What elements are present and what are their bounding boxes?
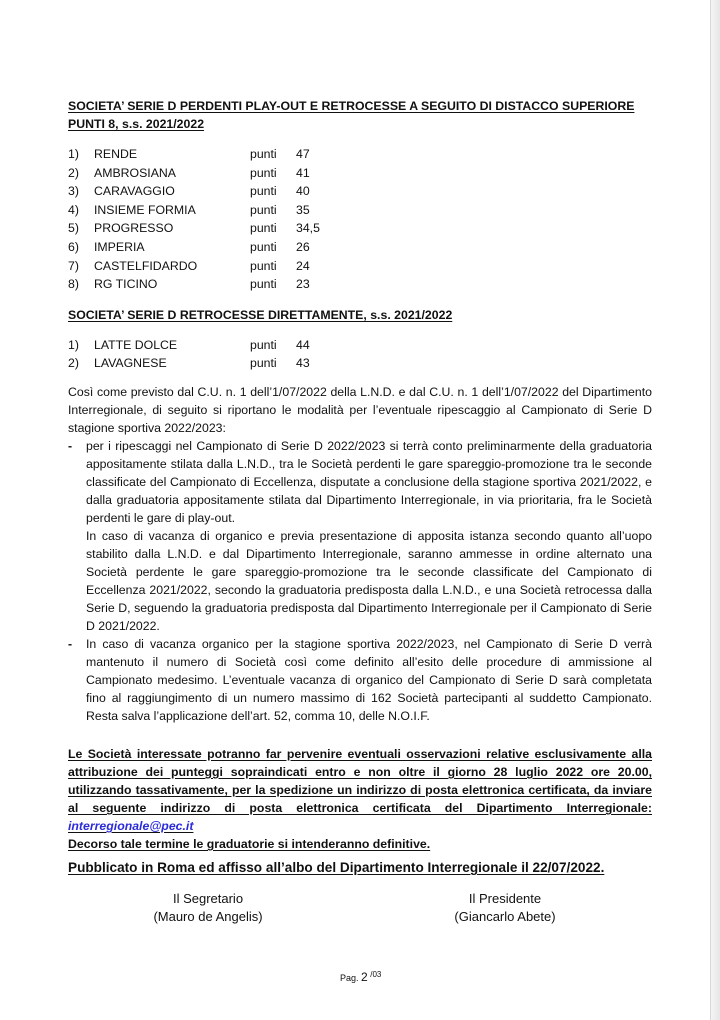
list-item: 5) PROGRESSO punti 34,5	[68, 221, 320, 236]
president-role: Il Presidente	[468, 891, 542, 906]
section2-list	[68, 336, 652, 373]
section2-title: SOCIETA’ SERIE D RETROCESSE DIRETTAMENTE, s.s. 2021/2022	[68, 307, 453, 322]
list-item: 1) LATTE DOLCE punti 44	[68, 337, 310, 352]
page-current: 2	[361, 970, 368, 984]
list-item: 7) CASTELFIDARDO punti 24	[68, 258, 310, 273]
page-prefix: Pag.	[340, 973, 359, 983]
document-page	[68, 97, 652, 853]
list-item: 8) RG TICINO punti 23	[68, 277, 310, 292]
notice-closing: Decorso tale termine le graduatorie si intenderanno definitive.	[68, 836, 431, 851]
bullet-mark: -	[68, 636, 73, 651]
signature-secretary	[148, 890, 268, 926]
pec-email-link[interactable]: interregionale@pec.it	[68, 818, 194, 833]
list-item: 6) IMPERIA punti 26	[68, 239, 310, 254]
bullet-item	[68, 437, 652, 635]
list-item: 2) AMBROSIANA punti 41	[68, 165, 310, 180]
notice-text: Le Società interessate potranno far pervenire eventuali osservazioni relative esclusivamente alla attribuzione dei punteggi sopraindicati entro e non oltre il giorno 28 luglio 2022 ore 20.00, utilizzando tassativamente, per la spedizione un indirizzo di posta elettronica certificata, da inviare al seguente indirizzo di posta elettronica certificata del Dipartimento Interregionale:	[68, 746, 652, 815]
bullet-item	[68, 635, 652, 725]
page-total: /03	[370, 970, 382, 979]
intro-paragraph: Così come previsto dal C.U. n. 1 dell’1/07/2022 della L.N.D. e dal C.U. n. 1 dell’1/07/2022 del Dipartimento Interregionale, di seguito si riportano le modalità per l’eventuale ripescaggio al Campionato di Serie D stagione sportiva 2022/2023:	[68, 384, 652, 435]
notice-paragraph	[68, 745, 652, 853]
page-number	[340, 970, 381, 984]
list-item: 1) RENDE punti 47	[68, 147, 310, 161]
secretary-role: Il Segretario	[172, 891, 244, 906]
list-item: 4) INSIEME FORMIA punti 35	[68, 202, 310, 217]
list-item: 3) CARAVAGGIO punti 40	[68, 184, 310, 199]
section1-list	[68, 145, 652, 294]
page-edge	[711, 0, 720, 1020]
publication-note: Pubblicato in Roma ed affisso all’albo del Dipartimento Interregionale il 22/07/2022.	[68, 860, 605, 875]
section1-title: SOCIETA’ SERIE D PERDENTI PLAY-OUT E RETROCESSE A SEGUITO DI DISTACCO SUPERIORE PUNTI 8, s.s. 2021/2022	[68, 99, 635, 131]
bullet1-text: per i ripescaggi nel Campionato di Serie D 2022/2023 si terrà conto preliminarmente della graduatoria appositamente stilata dalla L.N.D., tra le Società perdenti le gare spareggio-promozione tra le seconde classificate del Campionato di Eccellenza, disputate a conclusione della stagione sportiva 2021/2022, e dalla graduatoria appositamente stilata dal Dipartimento Interregionale, in via prioritaria, fra le Società perdenti le gare di play-out.	[86, 438, 652, 525]
secretary-name: (Mauro de Angelis)	[153, 909, 263, 924]
bullet1-continuation: In caso di vacanza di organico e previa presentazione di apposita istanza secondo quanto all’uopo stabilito dalla L.N.D. e dal Dipartimento Interregionale, saranno ammesse in ordine alternato una Società perdente le gare spareggio-promozione tra le seconde classificate del Campionato di Eccellenza 2021/2022, secondo la graduatoria predisposta dalla L.N.D., e una Società retrocessa dalla Serie D, seguendo la graduatoria predisposta dal Dipartimento Interregionale per il Campionato di Serie D 2021/2022.	[86, 528, 652, 633]
bullet2-text: In caso di vacanza organico per la stagione sportiva 2022/2023, nel Campionato di Serie D verrà mantenuto il numero di Società così come definito all’esito delle procedure di ammissione al Campionato medesimo. L’eventuale vacanza di organico del Campionato di Serie D sarà completata fino al raggiungimento di un numero massimo di 162 Società partecipanti al suddetto Campionato. Resta salva l’applicazione dell’art. 52, comma 10, delle N.O.I.F.	[86, 636, 652, 723]
signature-president	[445, 890, 565, 926]
president-name: (Giancarlo Abete)	[454, 909, 556, 924]
bullet-mark: -	[68, 438, 73, 453]
list-item: 2) LAVAGNESE punti 43	[68, 356, 310, 371]
